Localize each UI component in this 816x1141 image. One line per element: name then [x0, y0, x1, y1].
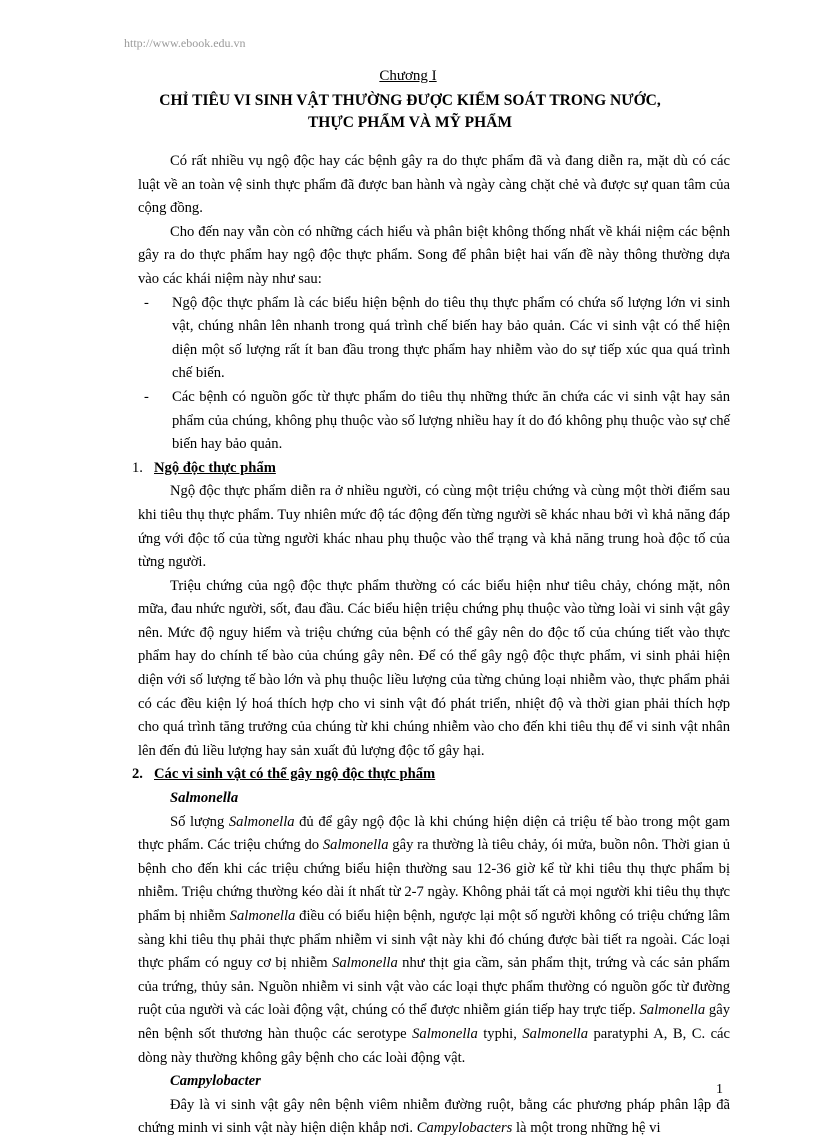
chapter-title-line: THỰC PHẨM VÀ MỸ PHẨM: [307, 114, 513, 131]
paragraph-campylobacter: Đây là vi sinh vật gây nên bệnh viêm nhiễm đường ruột, bằng các phương pháp phân lập đã chứng minh vi sinh vật này hiện diện khắp nơi. Campylobacters là một trong những hệ vi: [138, 1096, 730, 1137]
section-heading-text: Các vi sinh vật có thể gây ngộ độc thực phẩm: [154, 766, 436, 783]
chapter-title: [120, 90, 700, 134]
chapter-label: Chương I: [379, 68, 437, 84]
paragraph: Triệu chứng của ngộ độc thực phẩm thường có các biểu hiện như tiêu chảy, chóng mặt, nôn mữa, đau nhức người, sốt, đau đầu. Các biểu hiện triệu chứng phụ thuộc vào từng loài vi sinh vật gây nên. Mức độ nguy hiểm và triệu chứng của bệnh có thể gây nên do độc tố của chúng tiết vào thực phẩm hay do chính tế bào của chúng gây nên. Để có thể gây ngộ độc thực phẩm, vi sinh phải hiện diện với số lượng tế bào lớn và phụ thuộc liều lượng của từng chủng loại nhiễm vào, thực phẩm phải có các đều kiện lý hoá thích hợp cho vi sinh vật đó phát triển, nhiệt độ và thời gian phải thích hợp cho quá trình tăng trưởng của chúng từ khi chúng nhiễm vào cho đến khi tiêu thụ để vi sinh vật nhân lên đến đủ liều lượng hay sản xuất đủ lượng độc tố gây hại.: [138, 577, 730, 759]
section-heading-text: Ngộ độc thực phẩm: [154, 459, 276, 476]
paragraph: Có rất nhiều vụ ngộ độc hay các bệnh gây ra do thực phẩm đã và đang diễn ra, mặt dù có các luật về an toàn vệ sinh thực phẩm đã được ban hành và ngày càng chặt chẻ và được sự quan tâm của cộng đồng.: [138, 153, 730, 217]
paragraph: Cho đến nay vẫn còn có những cách hiểu và phân biệt không thống nhất về khái niệm các bệnh gây ra do thực phẩm hay ngộ độc thực phẩm. Song để phân biệt hai vấn đề này thông thường dựa vào các khái niệm này như sau:: [138, 223, 730, 287]
section-heading: [132, 457, 730, 481]
paragraph-salmonella: Số lượng Salmonella đủ để gây ngộ độc là khi chúng hiện diện cả triệu tế bào trong một gam thực phẩm. Các triệu chứng do Salmonella gây ra thường là tiêu chảy, ói mửa, buồn nôn. Thời gian ủ bệnh cho đến khi các triệu chứng biểu hiện thường sau 12-36 giờ kể từ khi tiêu thụ thực phẩm bị nhiễm. Triệu chứng thường kéo dài ít nhất từ 2-7 ngày. Không phải tất cả mọi người khi tiêu thụ thực phẩm bị nhiễm Salmonella điều có biểu hiện bệnh, ngược lại một số người không có triệu chứng lâm sàng khi tiêu thụ phải thực phẩm nhiễm vi sinh vật này khi đó chúng được bài tiết ra ngoài. Các loại thực phẩm có nguy cơ bị nhiễm Salmonella như thịt gia cầm, sản phẩm thịt, trứng và các sản phẩm của trứng, thủy sản. Nguồn nhiễm vi sinh vật vào các loại thực phẩm thường có nguồn gốc từ đường ruột của người và các loài động vật, chúng có thể được nhiễm gián tiếp hay trực tiếp. Salmonella gây nên bệnh sốt thương hàn thuộc các serotype Salmonella typhi, Salmonella paratyphi A, B, C. các dòng này thường không gây bệnh cho các loài động vật.: [138, 813, 731, 1066]
section-number: 2.: [132, 766, 143, 783]
section-number: 1.: [132, 459, 143, 476]
subheading-salmonella: Salmonella: [170, 790, 239, 807]
page-number: 1: [716, 1082, 723, 1097]
bullet-dash: -: [144, 388, 149, 405]
body-text: [132, 150, 731, 1141]
source-url[interactable]: http://www.ebook.edu.vn: [124, 36, 246, 50]
bullet-text: Các bệnh có nguồn gốc từ thực phẩm do tiêu thụ những thức ăn chứa các vi sinh vật hay sản phẩm của chúng, không phụ thuộc vào số lượng nhiều hay ít do đó không phụ thuộc vào sự chế biến hay bảo quản.: [172, 388, 730, 453]
section-heading: [132, 763, 730, 787]
bullet-item: [138, 386, 730, 457]
chapter-title-line: CHỈ TIÊU VI SINH VẬT THƯỜNG ĐƯỢC KIỂM SOÁT TRONG NƯỚC,: [159, 92, 661, 109]
bullet-dash: -: [144, 294, 149, 311]
subheading-campylobacter: Campylobacter: [170, 1073, 261, 1090]
paragraph: Ngộ độc thực phẩm diễn ra ở nhiều người, có cùng một triệu chứng và cùng một thời điểm sau khi tiêu thụ thực phẩm. Tuy nhiên mức độ tác động đến từng người sẽ khác nhau bởi vì khả năng đáp ứng với độc tố của từng người khác nhau phụ thuộc vào thể trạng và khả năng trung hoà độc tố của từng người.: [138, 483, 730, 571]
bullet-item: [138, 292, 730, 386]
bullet-text: Ngộ độc thực phẩm là các biểu hiện bệnh do tiêu thụ thực phẩm có chứa số lượng lớn vi sinh vật, chúng nhân lên nhanh trong quá trình chế biến hay bảo quản. Các vi sinh vật có thể hiện diện một số lượng rất ít ban đầu trong thực phẩm hay nhiễm vào do sự tiếp xúc qua quá trình chế biến.: [172, 294, 730, 382]
